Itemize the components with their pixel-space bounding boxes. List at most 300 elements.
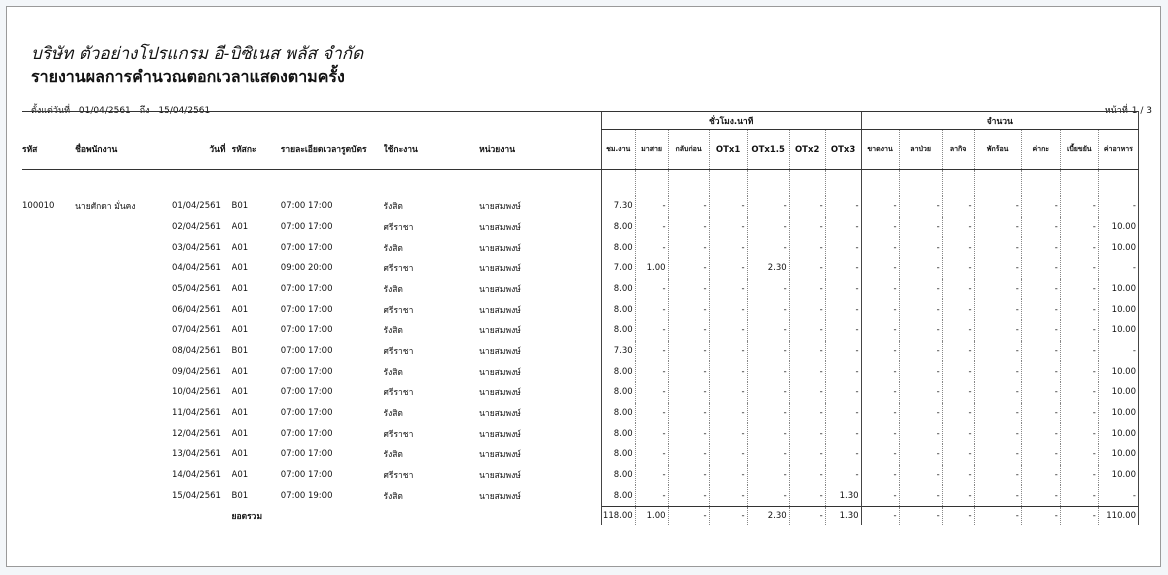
empty-cell xyxy=(22,320,65,341)
table-row xyxy=(22,341,1139,362)
row-hours-4: 2.30 xyxy=(747,258,789,279)
row-hours-5: - xyxy=(789,403,825,424)
total-counts-1: - xyxy=(899,507,942,526)
row-counts-6: 10.00 xyxy=(1098,382,1138,403)
row-unit: นายสมพงษ์ xyxy=(479,222,521,233)
row-counts-2: - xyxy=(942,237,974,258)
empty-cell xyxy=(65,279,172,300)
row-shift: A01 xyxy=(231,263,249,274)
page-label: หน้าที่ xyxy=(1104,106,1128,116)
row-hours-5: - xyxy=(789,258,825,279)
row-hours-1: - xyxy=(635,341,668,362)
table-row xyxy=(22,465,1139,486)
row-counts-4: - xyxy=(1021,258,1060,279)
row-hours-3: - xyxy=(709,485,747,506)
row-shift: A01 xyxy=(231,469,249,480)
row-counts-1: - xyxy=(899,279,942,300)
row-hours-0: 8.00 xyxy=(601,237,635,258)
row-detail: 07:00 17:00 xyxy=(280,428,333,439)
row-counts-5: - xyxy=(1060,485,1098,506)
row-counts-0: - xyxy=(861,258,899,279)
row-detail: 07:00 17:00 xyxy=(280,325,333,336)
row-hours-4: - xyxy=(747,403,789,424)
row-counts-0: - xyxy=(861,217,899,238)
row-detail: 07:00 17:00 xyxy=(280,407,333,418)
row-hours-0: 8.00 xyxy=(601,279,635,300)
row-shift-use: รังสิต xyxy=(383,284,403,295)
row-hours-3: - xyxy=(709,320,747,341)
empty-cell xyxy=(65,217,172,238)
row-counts-3: - xyxy=(974,382,1021,403)
row-hours-3: - xyxy=(709,403,747,424)
total-counts-5: - xyxy=(1060,507,1098,526)
row-hours-3: - xyxy=(709,279,747,300)
row-counts-3: - xyxy=(974,279,1021,300)
empty-cell xyxy=(22,485,65,506)
empty-cell xyxy=(22,382,65,403)
row-date: 02/04/2561 xyxy=(171,221,221,232)
table-row xyxy=(22,258,1139,279)
col-hours-1: มาสาย xyxy=(635,130,668,170)
row-hours-4: - xyxy=(747,444,789,465)
col-counts-5: เบี้ยขยัน xyxy=(1060,130,1098,170)
row-counts-4: - xyxy=(1021,444,1060,465)
row-counts-3: - xyxy=(974,403,1021,424)
row-hours-5: - xyxy=(789,485,825,506)
row-hours-6: - xyxy=(825,361,861,382)
empty-cell xyxy=(65,444,172,465)
row-counts-0: - xyxy=(861,361,899,382)
row-date: 01/04/2561 xyxy=(171,201,221,212)
row-counts-1: - xyxy=(899,444,942,465)
row-shift: B01 xyxy=(231,345,249,356)
col-hours-6: OTx3 xyxy=(825,130,861,170)
row-hours-0: 8.00 xyxy=(601,361,635,382)
empty-cell xyxy=(65,403,172,424)
row-date: 12/04/2561 xyxy=(171,428,221,439)
row-unit: นายสมพงษ์ xyxy=(479,470,521,481)
row-shift: B01 xyxy=(231,490,249,501)
row-counts-5: - xyxy=(1060,403,1098,424)
row-hours-5: - xyxy=(789,444,825,465)
row-counts-3: - xyxy=(974,217,1021,238)
empty-cell xyxy=(22,361,65,382)
total-counts-2: - xyxy=(942,507,974,526)
row-hours-5: - xyxy=(789,237,825,258)
table-row xyxy=(22,403,1139,424)
employee-code: 100010 xyxy=(22,201,55,212)
employee-name: นายศักดา มั่นคง xyxy=(75,202,136,213)
row-shift: A01 xyxy=(231,283,249,294)
row-unit: นายสมพงษ์ xyxy=(479,491,521,502)
total-hours-2: - xyxy=(668,507,709,526)
row-hours-0: 8.00 xyxy=(601,382,635,403)
row-date: 05/04/2561 xyxy=(171,283,221,294)
row-counts-1: - xyxy=(899,485,942,506)
row-counts-4: - xyxy=(1021,341,1060,362)
empty-cell xyxy=(22,444,65,465)
row-shift-use: ศรีราชา xyxy=(383,222,414,233)
row-counts-0: - xyxy=(861,423,899,444)
table-row xyxy=(22,237,1139,258)
row-hours-3: - xyxy=(709,196,747,217)
col-hours-3: OTx1 xyxy=(709,130,747,170)
row-shift-use: ศรีราชา xyxy=(383,305,414,316)
row-hours-2: - xyxy=(668,237,709,258)
row-date: 07/04/2561 xyxy=(171,325,221,336)
row-hours-4: - xyxy=(747,279,789,300)
row-hours-3: - xyxy=(709,237,747,258)
row-date: 08/04/2561 xyxy=(171,345,221,356)
row-counts-4: - xyxy=(1021,237,1060,258)
row-counts-0: - xyxy=(861,403,899,424)
row-date: 03/04/2561 xyxy=(171,242,221,253)
total-counts-3: - xyxy=(974,507,1021,526)
header-spacer xyxy=(22,170,1139,197)
row-hours-1: - xyxy=(635,361,668,382)
col-date: วันที่ xyxy=(172,130,232,170)
row-counts-5: - xyxy=(1060,217,1098,238)
row-counts-4: - xyxy=(1021,485,1060,506)
row-counts-1: - xyxy=(899,341,942,362)
total-counts-0: - xyxy=(861,507,899,526)
empty-cell xyxy=(65,361,172,382)
row-counts-6: 10.00 xyxy=(1098,320,1138,341)
row-shift-use: รังสิต xyxy=(383,326,403,337)
col-counts-6: ค่าอาหาร xyxy=(1098,130,1138,170)
row-counts-4: - xyxy=(1021,423,1060,444)
row-counts-5: - xyxy=(1060,258,1098,279)
row-hours-0: 8.00 xyxy=(601,444,635,465)
row-hours-2: - xyxy=(668,465,709,486)
row-hours-5: - xyxy=(789,299,825,320)
row-hours-4: - xyxy=(747,217,789,238)
total-hours-6: 1.30 xyxy=(825,507,861,526)
row-shift: A01 xyxy=(231,325,249,336)
row-hours-1: - xyxy=(635,444,668,465)
row-detail: 07:00 19:00 xyxy=(280,490,333,501)
row-shift: A01 xyxy=(231,304,249,315)
col-counts-1: ลาป่วย xyxy=(899,130,942,170)
row-hours-1: - xyxy=(635,196,668,217)
row-counts-4: - xyxy=(1021,279,1060,300)
row-counts-1: - xyxy=(899,217,942,238)
row-hours-6: 1.30 xyxy=(825,485,861,506)
row-date: 14/04/2561 xyxy=(171,469,221,480)
empty-cell xyxy=(22,217,65,238)
row-hours-1: - xyxy=(635,237,668,258)
col-code: รหัส xyxy=(22,130,65,170)
empty-cell xyxy=(22,403,65,424)
row-counts-2: - xyxy=(942,423,974,444)
row-counts-6: 10.00 xyxy=(1098,237,1138,258)
table-row xyxy=(22,361,1139,382)
table-row xyxy=(22,423,1139,444)
row-shift-use: ศรีราชา xyxy=(383,264,414,275)
row-hours-2: - xyxy=(668,444,709,465)
table-row xyxy=(22,196,1139,217)
row-hours-0: 8.00 xyxy=(601,403,635,424)
row-hours-3: - xyxy=(709,258,747,279)
row-hours-4: - xyxy=(747,237,789,258)
row-counts-5: - xyxy=(1060,341,1098,362)
row-hours-0: 8.00 xyxy=(601,320,635,341)
empty-cell xyxy=(65,237,172,258)
row-hours-3: - xyxy=(709,299,747,320)
row-counts-4: - xyxy=(1021,361,1060,382)
row-detail: 07:00 17:00 xyxy=(280,449,333,460)
row-counts-2: - xyxy=(942,341,974,362)
empty-cell xyxy=(22,258,65,279)
row-counts-2: - xyxy=(942,258,974,279)
row-shift-use: ศรีราชา xyxy=(383,470,414,481)
empty-cell xyxy=(22,299,65,320)
table-row xyxy=(22,382,1139,403)
empty-cell xyxy=(65,382,172,403)
row-counts-0: - xyxy=(861,196,899,217)
row-hours-0: 7.00 xyxy=(601,258,635,279)
total-hours-1: 1.00 xyxy=(635,507,668,526)
row-counts-6: 10.00 xyxy=(1098,423,1138,444)
row-hours-6: - xyxy=(825,299,861,320)
col-hours-2: กลับก่อน xyxy=(668,130,709,170)
row-hours-5: - xyxy=(789,341,825,362)
row-counts-6: 10.00 xyxy=(1098,361,1138,382)
total-hours-0: 118.00 xyxy=(601,507,635,526)
row-shift-use: รังสิต xyxy=(383,202,403,213)
row-counts-3: - xyxy=(974,361,1021,382)
row-detail: 07:00 17:00 xyxy=(280,366,333,377)
table-row xyxy=(22,320,1139,341)
row-hours-4: - xyxy=(747,465,789,486)
row-counts-2: - xyxy=(942,382,974,403)
row-counts-5: - xyxy=(1060,299,1098,320)
col-counts-3: พักร้อน xyxy=(974,130,1021,170)
row-counts-2: - xyxy=(942,217,974,238)
row-hours-6: - xyxy=(825,444,861,465)
empty-cell xyxy=(22,237,65,258)
row-hours-5: - xyxy=(789,382,825,403)
row-counts-3: - xyxy=(974,320,1021,341)
row-counts-6: - xyxy=(1098,485,1138,506)
row-shift-use: รังสิต xyxy=(383,450,403,461)
row-hours-0: 7.30 xyxy=(601,341,635,362)
row-unit: นายสมพงษ์ xyxy=(479,326,521,337)
row-unit: นายสมพงษ์ xyxy=(479,243,521,254)
row-counts-1: - xyxy=(899,361,942,382)
row-hours-4: - xyxy=(747,423,789,444)
row-shift-use: รังสิต xyxy=(383,367,403,378)
row-hours-2: - xyxy=(668,196,709,217)
row-hours-4: - xyxy=(747,361,789,382)
row-hours-2: - xyxy=(668,423,709,444)
row-unit: นายสมพงษ์ xyxy=(479,429,521,440)
row-date: 11/04/2561 xyxy=(171,407,221,418)
row-shift-use: ศรีราชา xyxy=(383,346,414,357)
row-counts-1: - xyxy=(899,465,942,486)
row-counts-0: - xyxy=(861,237,899,258)
row-counts-3: - xyxy=(974,341,1021,362)
row-detail: 07:00 17:00 xyxy=(280,201,333,212)
row-date: 06/04/2561 xyxy=(171,304,221,315)
row-shift: A01 xyxy=(231,407,249,418)
row-counts-4: - xyxy=(1021,299,1060,320)
row-counts-6: - xyxy=(1098,341,1138,362)
row-detail: 07:00 17:00 xyxy=(280,242,333,253)
row-shift: A01 xyxy=(231,221,249,232)
row-counts-6: - xyxy=(1098,196,1138,217)
row-hours-6: - xyxy=(825,341,861,362)
empty-cell xyxy=(65,465,172,486)
row-detail: 07:00 17:00 xyxy=(280,387,333,398)
row-counts-0: - xyxy=(861,320,899,341)
row-counts-3: - xyxy=(974,485,1021,506)
row-counts-6: 10.00 xyxy=(1098,403,1138,424)
row-counts-2: - xyxy=(942,196,974,217)
row-hours-2: - xyxy=(668,320,709,341)
total-label: ยอดรวม xyxy=(231,511,263,522)
row-counts-0: - xyxy=(861,444,899,465)
row-hours-2: - xyxy=(668,485,709,506)
row-shift: A01 xyxy=(231,449,249,460)
row-hours-0: 8.00 xyxy=(601,217,635,238)
row-shift-use: รังสิต xyxy=(383,243,403,254)
row-hours-0: 7.30 xyxy=(601,196,635,217)
row-hours-1: - xyxy=(635,485,668,506)
row-counts-6: 10.00 xyxy=(1098,217,1138,238)
row-counts-3: - xyxy=(974,444,1021,465)
header-row-columns xyxy=(22,130,1139,170)
row-shift: A01 xyxy=(231,242,249,253)
row-hours-5: - xyxy=(789,196,825,217)
row-hours-4: - xyxy=(747,341,789,362)
row-hours-0: 8.00 xyxy=(601,465,635,486)
row-hours-4: - xyxy=(747,485,789,506)
row-hours-5: - xyxy=(789,217,825,238)
date-from: 01/04/2561 xyxy=(78,106,131,116)
row-hours-3: - xyxy=(709,444,747,465)
row-unit: นายสมพงษ์ xyxy=(479,202,521,213)
col-hours-4: OTx1.5 xyxy=(747,130,789,170)
row-counts-2: - xyxy=(942,465,974,486)
row-counts-0: - xyxy=(861,465,899,486)
row-hours-1: - xyxy=(635,320,668,341)
row-counts-1: - xyxy=(899,423,942,444)
row-hours-5: - xyxy=(789,361,825,382)
row-hours-6: - xyxy=(825,237,861,258)
col-unit: หน่วยงาน xyxy=(445,130,601,170)
row-detail: 07:00 17:00 xyxy=(280,283,333,294)
empty-cell xyxy=(65,485,172,506)
attendance-table xyxy=(22,111,1139,525)
row-counts-1: - xyxy=(899,299,942,320)
row-hours-2: - xyxy=(668,361,709,382)
row-counts-4: - xyxy=(1021,217,1060,238)
row-detail: 07:00 17:00 xyxy=(280,304,333,315)
row-date: 13/04/2561 xyxy=(171,449,221,460)
col-counts-0: ขาดงาน xyxy=(861,130,899,170)
date-from-label: ตั้งแต่วันที่ xyxy=(31,106,71,116)
group-hours-title: ชั่วโมง.นาที xyxy=(601,112,861,130)
row-counts-1: - xyxy=(899,196,942,217)
row-counts-4: - xyxy=(1021,196,1060,217)
row-hours-5: - xyxy=(789,279,825,300)
empty-cell xyxy=(65,423,172,444)
row-hours-6: - xyxy=(825,465,861,486)
total-hours-4: 2.30 xyxy=(747,507,789,526)
row-counts-0: - xyxy=(861,299,899,320)
row-hours-2: - xyxy=(668,217,709,238)
report-title: รายงานผลการคำนวณตอกเวลาแสดงตามครั้ง xyxy=(31,67,345,86)
group-counts-title: จำนวน xyxy=(861,112,1138,130)
row-hours-4: - xyxy=(747,196,789,217)
row-counts-2: - xyxy=(942,279,974,300)
row-detail: 07:00 17:00 xyxy=(280,345,333,356)
row-hours-3: - xyxy=(709,382,747,403)
row-shift-use: ศรีราชา xyxy=(383,429,414,440)
row-counts-6: 10.00 xyxy=(1098,299,1138,320)
row-counts-2: - xyxy=(942,299,974,320)
row-counts-1: - xyxy=(899,382,942,403)
table-row xyxy=(22,444,1139,465)
row-hours-6: - xyxy=(825,403,861,424)
row-counts-5: - xyxy=(1060,361,1098,382)
row-counts-6: 10.00 xyxy=(1098,444,1138,465)
row-counts-5: - xyxy=(1060,444,1098,465)
row-hours-6: - xyxy=(825,320,861,341)
row-counts-5: - xyxy=(1060,320,1098,341)
row-counts-0: - xyxy=(861,382,899,403)
row-hours-6: - xyxy=(825,423,861,444)
row-hours-0: 8.00 xyxy=(601,299,635,320)
row-hours-2: - xyxy=(668,279,709,300)
row-hours-3: - xyxy=(709,341,747,362)
row-counts-1: - xyxy=(899,258,942,279)
empty-cell xyxy=(22,341,65,362)
row-counts-5: - xyxy=(1060,196,1098,217)
col-name: ชื่อพนักงาน xyxy=(65,130,172,170)
row-hours-0: 8.00 xyxy=(601,423,635,444)
row-counts-0: - xyxy=(861,341,899,362)
row-date: 15/04/2561 xyxy=(171,490,221,501)
row-counts-5: - xyxy=(1060,465,1098,486)
row-hours-1: 1.00 xyxy=(635,258,668,279)
row-counts-3: - xyxy=(974,237,1021,258)
row-hours-4: - xyxy=(747,382,789,403)
page-value: 1 / 3 xyxy=(1131,106,1152,116)
row-counts-1: - xyxy=(899,320,942,341)
row-detail: 09:00 20:00 xyxy=(280,263,333,274)
col-counts-2: ลากิจ xyxy=(942,130,974,170)
row-counts-2: - xyxy=(942,361,974,382)
col-shift: รหัสกะ xyxy=(232,130,281,170)
row-hours-2: - xyxy=(668,403,709,424)
row-hours-1: - xyxy=(635,465,668,486)
row-date: 10/04/2561 xyxy=(171,387,221,398)
row-shift: A01 xyxy=(231,387,249,398)
row-hours-1: - xyxy=(635,403,668,424)
empty-cell xyxy=(65,320,172,341)
row-unit: นายสมพงษ์ xyxy=(479,367,521,378)
row-unit: นายสมพงษ์ xyxy=(479,264,521,275)
row-shift: A01 xyxy=(231,428,249,439)
row-counts-4: - xyxy=(1021,403,1060,424)
empty-cell xyxy=(22,465,65,486)
total-counts-6: 110.00 xyxy=(1098,507,1138,526)
row-hours-6: - xyxy=(825,258,861,279)
row-counts-5: - xyxy=(1060,237,1098,258)
empty-cell xyxy=(22,279,65,300)
